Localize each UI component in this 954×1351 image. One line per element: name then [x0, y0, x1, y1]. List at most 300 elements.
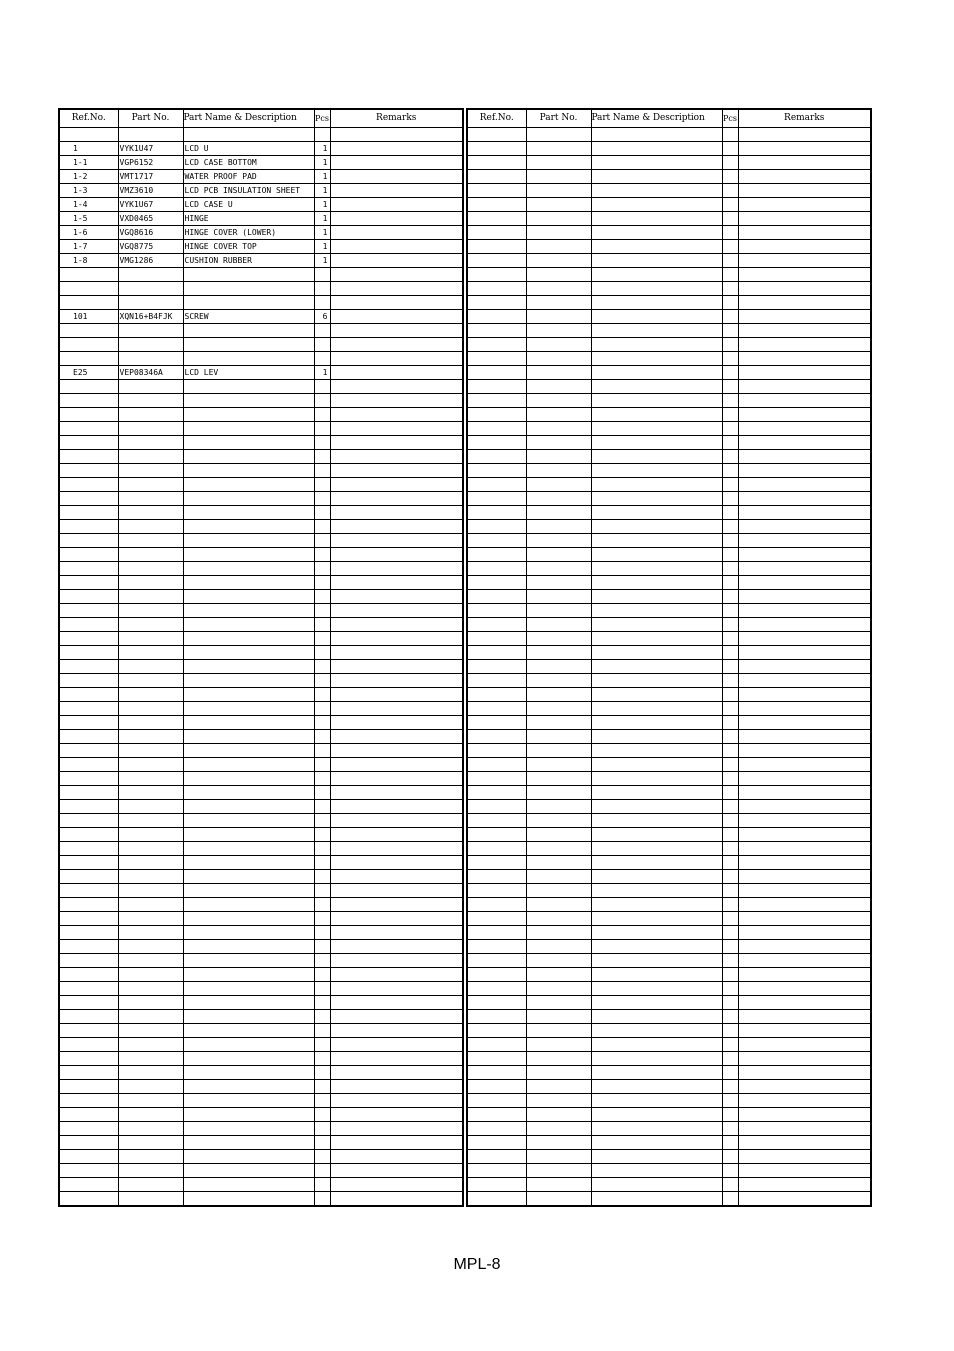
table-row [467, 660, 871, 674]
cell-part [118, 1080, 183, 1094]
cell-remarks [738, 492, 871, 506]
cell-part [118, 842, 183, 856]
cell-remarks [330, 800, 463, 814]
cell-desc: LCD CASE BOTTOM [183, 156, 314, 170]
cell-remarks [330, 198, 463, 212]
table-row [467, 982, 871, 996]
cell-part [526, 856, 591, 870]
cell-remarks [738, 702, 871, 716]
cell-pcs [722, 744, 738, 758]
table-row [59, 954, 463, 968]
table-row [59, 1094, 463, 1108]
table-row [467, 870, 871, 884]
cell-desc [591, 646, 722, 660]
cell-desc [183, 1052, 314, 1066]
cell-remarks [330, 632, 463, 646]
table-row [467, 1122, 871, 1136]
cell-ref [467, 786, 526, 800]
cell-ref [467, 394, 526, 408]
cell-ref [59, 576, 118, 590]
cell-remarks [330, 282, 463, 296]
cell-part [526, 814, 591, 828]
cell-remarks [738, 450, 871, 464]
table-row [467, 492, 871, 506]
cell-part [526, 590, 591, 604]
cell-part [118, 926, 183, 940]
cell-ref [467, 1024, 526, 1038]
cell-pcs [314, 702, 330, 716]
cell-remarks [330, 604, 463, 618]
table-row [59, 450, 463, 464]
table-row [467, 296, 871, 310]
cell-part [526, 898, 591, 912]
cell-part [526, 674, 591, 688]
cell-part [526, 170, 591, 184]
cell-remarks [330, 380, 463, 394]
table-row [467, 394, 871, 408]
cell-desc [591, 758, 722, 772]
cell-ref [467, 338, 526, 352]
cell-ref [467, 212, 526, 226]
cell-remarks [738, 1136, 871, 1150]
cell-remarks [738, 338, 871, 352]
cell-ref [467, 646, 526, 660]
header-description: Part Name & Description [591, 109, 722, 128]
cell-pcs: 1 [314, 254, 330, 268]
cell-part [118, 772, 183, 786]
cell-pcs [314, 996, 330, 1010]
cell-ref: 1 [59, 142, 118, 156]
cell-remarks [330, 1094, 463, 1108]
cell-desc [591, 1080, 722, 1094]
cell-ref [467, 576, 526, 590]
cell-remarks [330, 520, 463, 534]
cell-part [526, 534, 591, 548]
cell-part [526, 968, 591, 982]
cell-pcs [314, 632, 330, 646]
cell-part [526, 338, 591, 352]
cell-desc [183, 996, 314, 1010]
cell-ref [467, 1136, 526, 1150]
cell-desc [183, 898, 314, 912]
cell-ref [59, 926, 118, 940]
header-ref-no: Ref.No. [467, 109, 526, 128]
cell-desc [591, 198, 722, 212]
cell-part [118, 1150, 183, 1164]
cell-remarks [330, 1010, 463, 1024]
cell-remarks [330, 352, 463, 366]
cell-pcs [722, 716, 738, 730]
cell-part [526, 632, 591, 646]
cell-part [118, 828, 183, 842]
cell-remarks [330, 506, 463, 520]
cell-pcs [722, 618, 738, 632]
cell-part [118, 688, 183, 702]
cell-pcs [314, 870, 330, 884]
cell-desc [183, 576, 314, 590]
cell-pcs [314, 1136, 330, 1150]
cell-remarks [738, 772, 871, 786]
cell-desc [591, 408, 722, 422]
cell-pcs [722, 758, 738, 772]
table-row [467, 408, 871, 422]
cell-ref [59, 898, 118, 912]
cell-remarks [738, 744, 871, 758]
table-row [59, 898, 463, 912]
cell-ref [59, 562, 118, 576]
cell-desc [183, 800, 314, 814]
cell-remarks [330, 156, 463, 170]
table-row [59, 1108, 463, 1122]
cell-remarks [738, 912, 871, 926]
cell-remarks [738, 1178, 871, 1192]
cell-pcs [314, 268, 330, 282]
cell-ref [59, 338, 118, 352]
table-row [59, 156, 463, 170]
cell-part [118, 996, 183, 1010]
cell-ref [59, 506, 118, 520]
cell-desc [183, 730, 314, 744]
table-row [467, 1164, 871, 1178]
cell-part [118, 1094, 183, 1108]
cell-desc [183, 1192, 314, 1207]
table-row [59, 408, 463, 422]
cell-part [118, 604, 183, 618]
cell-ref [59, 492, 118, 506]
cell-desc [183, 296, 314, 310]
cell-desc [591, 1150, 722, 1164]
cell-ref [467, 170, 526, 184]
table-row [59, 520, 463, 534]
cell-part: VMG1286 [118, 254, 183, 268]
cell-pcs [314, 394, 330, 408]
cell-part [526, 828, 591, 842]
cell-part [526, 198, 591, 212]
cell-remarks [330, 772, 463, 786]
cell-ref [59, 1080, 118, 1094]
cell-remarks [738, 184, 871, 198]
cell-pcs [314, 856, 330, 870]
cell-desc: LCD LEV [183, 366, 314, 380]
table-row [467, 1150, 871, 1164]
cell-pcs [722, 548, 738, 562]
cell-pcs [722, 870, 738, 884]
table-row [59, 226, 463, 240]
cell-ref [467, 744, 526, 758]
cell-part [118, 898, 183, 912]
cell-pcs [722, 842, 738, 856]
table-row [467, 1080, 871, 1094]
table-row [59, 1052, 463, 1066]
cell-ref [467, 842, 526, 856]
cell-remarks [738, 562, 871, 576]
cell-pcs [314, 912, 330, 926]
cell-desc [591, 744, 722, 758]
cell-remarks [330, 450, 463, 464]
cell-part [526, 576, 591, 590]
cell-ref [59, 618, 118, 632]
cell-desc [183, 814, 314, 828]
cell-part [526, 982, 591, 996]
cell-part [118, 324, 183, 338]
cell-part [526, 1164, 591, 1178]
cell-ref [467, 1010, 526, 1024]
cell-part [526, 884, 591, 898]
cell-ref [59, 450, 118, 464]
cell-ref [467, 1080, 526, 1094]
table-row [467, 856, 871, 870]
cell-remarks [738, 660, 871, 674]
cell-remarks [738, 240, 871, 254]
cell-remarks [738, 534, 871, 548]
cell-part [118, 492, 183, 506]
cell-part [526, 310, 591, 324]
cell-remarks [330, 674, 463, 688]
cell-remarks [330, 394, 463, 408]
cell-part [118, 534, 183, 548]
cell-part [526, 646, 591, 660]
cell-pcs [722, 996, 738, 1010]
cell-remarks [738, 954, 871, 968]
cell-remarks [330, 1192, 463, 1207]
cell-part [526, 506, 591, 520]
cell-remarks [738, 156, 871, 170]
cell-pcs [314, 716, 330, 730]
cell-pcs [722, 366, 738, 380]
cell-desc [591, 352, 722, 366]
cell-desc [591, 422, 722, 436]
cell-ref [467, 590, 526, 604]
cell-ref [467, 926, 526, 940]
cell-part [526, 1038, 591, 1052]
cell-pcs [722, 282, 738, 296]
table-row [59, 464, 463, 478]
cell-part: VGQ8616 [118, 226, 183, 240]
cell-remarks [330, 646, 463, 660]
cell-remarks [330, 226, 463, 240]
table-row [59, 576, 463, 590]
cell-remarks [738, 898, 871, 912]
cell-ref [467, 506, 526, 520]
table-row [59, 632, 463, 646]
table-row [59, 912, 463, 926]
cell-desc [183, 772, 314, 786]
cell-pcs [314, 954, 330, 968]
cell-pcs [722, 240, 738, 254]
cell-pcs [314, 1164, 330, 1178]
cell-part [526, 702, 591, 716]
table-row [467, 716, 871, 730]
cell-remarks [330, 212, 463, 226]
cell-part [118, 478, 183, 492]
cell-part [118, 1108, 183, 1122]
cell-part [118, 338, 183, 352]
cell-desc [591, 1066, 722, 1080]
cell-ref [59, 436, 118, 450]
cell-remarks [330, 870, 463, 884]
cell-pcs [722, 506, 738, 520]
cell-ref [467, 310, 526, 324]
table-row [59, 702, 463, 716]
cell-remarks [330, 926, 463, 940]
table-row [467, 506, 871, 520]
cell-pcs [314, 282, 330, 296]
cell-remarks [330, 954, 463, 968]
cell-pcs [314, 800, 330, 814]
cell-part [526, 548, 591, 562]
table-row [59, 828, 463, 842]
cell-part [118, 814, 183, 828]
cell-remarks [738, 1080, 871, 1094]
cell-pcs [314, 898, 330, 912]
table-row [467, 604, 871, 618]
cell-remarks [738, 254, 871, 268]
cell-pcs [722, 674, 738, 688]
table-row [467, 562, 871, 576]
cell-desc [183, 1080, 314, 1094]
cell-part: VYK1U67 [118, 198, 183, 212]
cell-ref [59, 478, 118, 492]
table-row [467, 338, 871, 352]
cell-remarks [330, 478, 463, 492]
cell-ref [59, 604, 118, 618]
cell-desc [591, 870, 722, 884]
cell-ref [467, 436, 526, 450]
table-row [467, 632, 871, 646]
cell-desc [591, 1024, 722, 1038]
cell-desc [183, 436, 314, 450]
table-row [467, 1136, 871, 1150]
table-row [467, 996, 871, 1010]
cell-pcs [722, 1094, 738, 1108]
cell-remarks [738, 800, 871, 814]
cell-pcs [314, 1066, 330, 1080]
table-header-row [59, 109, 463, 128]
cell-part [118, 1052, 183, 1066]
cell-part [118, 954, 183, 968]
parts-table-left [58, 108, 464, 1207]
cell-pcs [722, 604, 738, 618]
cell-ref [467, 884, 526, 898]
cell-remarks [738, 366, 871, 380]
cell-ref [59, 268, 118, 282]
cell-remarks [330, 842, 463, 856]
cell-pcs [722, 1178, 738, 1192]
table-row [59, 982, 463, 996]
cell-pcs [314, 408, 330, 422]
table-row [59, 562, 463, 576]
cell-desc [591, 562, 722, 576]
cell-remarks [330, 702, 463, 716]
cell-pcs [314, 772, 330, 786]
cell-remarks [738, 996, 871, 1010]
cell-pcs [314, 1108, 330, 1122]
cell-pcs [722, 338, 738, 352]
cell-part [526, 1094, 591, 1108]
cell-part [118, 296, 183, 310]
cell-desc [183, 842, 314, 856]
cell-remarks [330, 1150, 463, 1164]
cell-pcs [314, 422, 330, 436]
table-row [467, 450, 871, 464]
table-row [59, 254, 463, 268]
cell-ref [59, 786, 118, 800]
cell-pcs [722, 954, 738, 968]
cell-desc [591, 618, 722, 632]
cell-remarks [738, 688, 871, 702]
table-row [59, 730, 463, 744]
cell-pcs [314, 688, 330, 702]
table-row [467, 170, 871, 184]
table-row [467, 800, 871, 814]
table-row [467, 590, 871, 604]
cell-remarks [330, 940, 463, 954]
cell-pcs [314, 296, 330, 310]
cell-ref: 101 [59, 310, 118, 324]
cell-part [118, 618, 183, 632]
cell-part [118, 464, 183, 478]
cell-part [118, 716, 183, 730]
cell-ref [467, 814, 526, 828]
cell-desc [183, 450, 314, 464]
table-row [467, 240, 871, 254]
cell-desc [591, 730, 722, 744]
cell-pcs [722, 310, 738, 324]
cell-ref [467, 352, 526, 366]
cell-ref [59, 772, 118, 786]
cell-remarks [738, 212, 871, 226]
cell-pcs [722, 1164, 738, 1178]
table-row [467, 842, 871, 856]
cell-part [118, 422, 183, 436]
cell-part [118, 702, 183, 716]
cell-desc [591, 324, 722, 338]
cell-pcs [722, 702, 738, 716]
cell-pcs [722, 1122, 738, 1136]
cell-part [118, 730, 183, 744]
cell-ref [59, 912, 118, 926]
cell-part [526, 912, 591, 926]
cell-pcs [314, 926, 330, 940]
cell-remarks [738, 758, 871, 772]
cell-pcs [314, 1010, 330, 1024]
header-pcs: Pcs [722, 109, 738, 128]
cell-part [526, 520, 591, 534]
cell-part [526, 730, 591, 744]
cell-part [118, 968, 183, 982]
cell-remarks [330, 1080, 463, 1094]
cell-pcs [722, 1080, 738, 1094]
cell-ref [467, 450, 526, 464]
parts-table-body [467, 128, 871, 1207]
cell-ref [467, 142, 526, 156]
cell-ref [467, 478, 526, 492]
cell-remarks [330, 366, 463, 380]
cell-ref [467, 184, 526, 198]
cell-pcs [722, 142, 738, 156]
cell-pcs [722, 884, 738, 898]
cell-pcs [722, 688, 738, 702]
cell-ref [467, 128, 526, 142]
cell-desc [591, 1052, 722, 1066]
cell-desc [183, 394, 314, 408]
cell-part: VMT1717 [118, 170, 183, 184]
cell-ref [59, 324, 118, 338]
cell-ref [467, 996, 526, 1010]
table-row [467, 268, 871, 282]
cell-ref [59, 982, 118, 996]
cell-part [526, 352, 591, 366]
